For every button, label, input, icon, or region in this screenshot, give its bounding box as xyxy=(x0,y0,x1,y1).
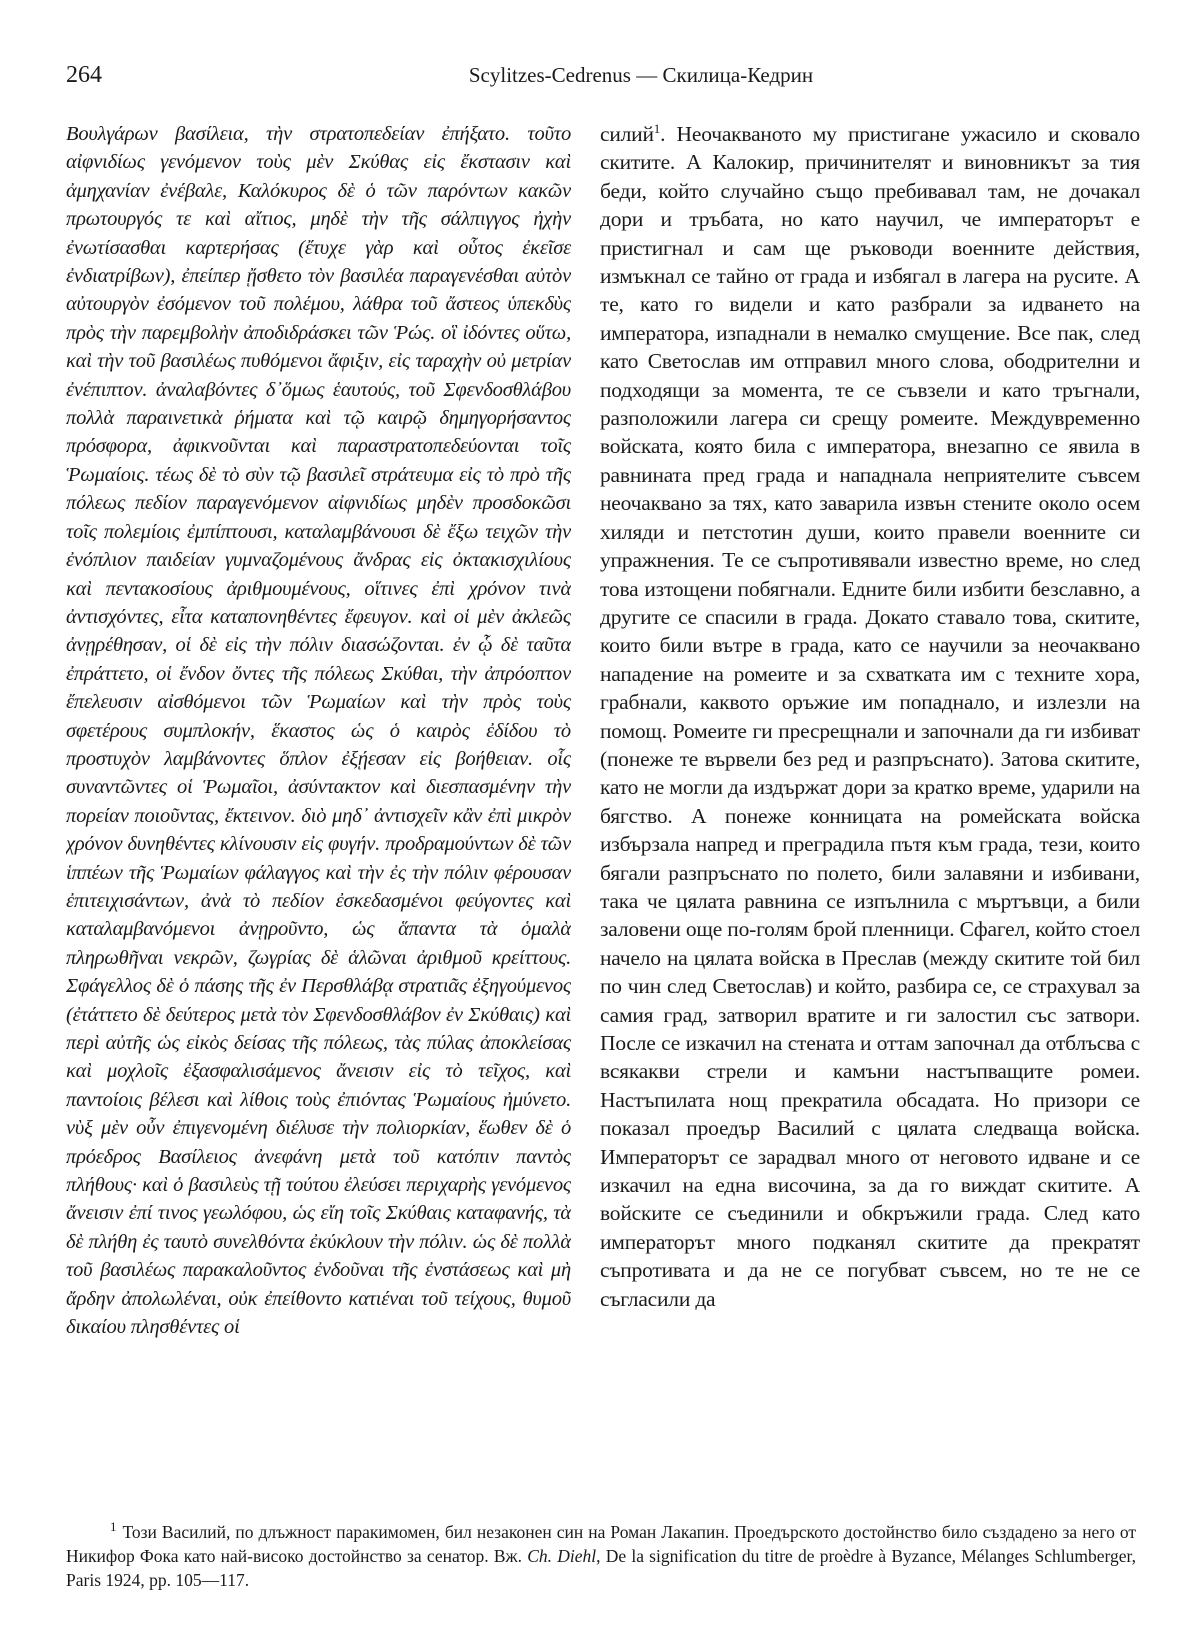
bulgarian-paragraph xyxy=(600,120,1140,1313)
bulgarian-text-column xyxy=(600,120,1140,1420)
bulgarian-text-start: силий xyxy=(600,122,654,146)
running-title: Scylitzes-Cedrenus — Скилица-Кедрин xyxy=(468,63,814,87)
footnote-author: Ch. Diehl xyxy=(527,1546,597,1566)
page-header xyxy=(66,62,1136,102)
footnote-reference[interactable]: 1 xyxy=(653,120,661,136)
bulgarian-text-body: . Неочакваното му пристигане ужасило и сковало скитите. А Калокир, причинителят и виновникът за тия беди, който случайно също пребивавал там, не дочакал дори и тръбата, но като научил, че императорът е пристигнал и сам ще ръководи военните действия, измъкнал се тайно от града и избягал в лагера на русите. А те, като го видели и като разбрали за идването на императора, изпаднали в немалко смущение. Все пак, след като Светослав им отправил много слова, ободрителни и подходящи за момента, те се съвзели и като тръгнали, разположили лагера си срещу ромеите. Междувременно войската, която била с императора, внезапно се явила в равнината пред града и нападнала неприятелите съвсем неочаквано за тях, като заварила извън стените около осем хиляди и петстотин души, които правели военните си упражнения. Те се съпротивявали известно време, но след това изтощени побягнали. Едните били избити безславно, а другите се спасили в града. Докато ставало това, скитите, които били вътре в града, като се научили за неочаквано нападение на ромеите и за схватката им с техните хора, грабнали, каквото оръжие им попаднало, и излезли на помощ. Ромеите ги пресрещнали и започнали да ги избиват (понеже те вървели без ред и разпръснато). Затова скитите, като не могли да издържат дори за кратко време, ударили на бягство. А понеже конницата на ромейската войска избързала напред и преградила пътя към града, тези, които бягали разпръснато по полето, били залавяни и избивани, така че цялата равнина се изпълнила с мъртъвци, а били заловени още по-голям брой пленници. Сфагел, който стоел начело на цялата войска в Преслав (между скитите той бил по чин след Светослав) и който, разбира се, се страхувал за самия град, затворил вратите и ги залостил със затвори. После се изкачил на стената и оттам започнал да отблъсва с всякакви стрели и камъни настъпващите ромеи. Настъпилата нощ прекратила обсадата. Но призори се показал проедър Василий с цялата следваща войска. Императорът се зарадвал много от неговото идване и се изкачил на една височина, за да го виждат скитите. А войските се съединили и обкръжили града. След като императорът много подканял скитите да прекратят съпротивата и да не се погубват съвсем, но те не се съгласили да xyxy=(600,122,1140,1311)
footnote-mark: 1 xyxy=(110,1519,117,1535)
footnote-citation: , De la signification du titre de proèdre à Byzance, Mélanges Schlumberger, Paris 1924, pp. 105—117. xyxy=(66,1546,1136,1590)
footnote-1 xyxy=(66,1520,1136,1592)
page-number: 264 xyxy=(66,62,102,88)
greek-text-column xyxy=(66,120,571,1420)
greek-paragraph: Βουλγάρων βασίλεια, τὴν στρατοπεδείαν ἐπήξατο. τοῦτο αἰφνιδίως γενόμενον τοὺς μὲν Σκύθας εἰς ἔκστασιν καὶ ἀμηχανίαν ἐνέβαλε, Καλόκυρος δὲ ὁ τῶν παρόντων κακῶν πρωτουργός τε καὶ αἴτιος, μηδὲ τὴν τῆς σάλπιγγος ἠχὴν ἐνωτίσασθαι καρτερήσας (ἔτυχε γὰρ καὶ οὗτος ἐκεῖσε ἐνδιατρίβων), ἐπείπερ ᾔσθετο τὸν βασιλέα παραγενέσθαι αὐτὸν αὐτουργὸν ἐσόμενον τοῦ πολέμου, λάθρα τοῦ ἄστεος ὑπεκδὺς πρὸς τὴν παρεμβολὴν ἀποδιδράσκει τῶν Ῥώς. οἳ ἰδόντες οὕτω, καὶ τὴν τοῦ βασιλέως πυθόμενοι ἄφιξιν, εἰς ταραχὴν οὐ μετρίαν ἐνέπιπτον. ἀναλαβόντες δ᾽ὅμως ἑαυτούς, τοῦ Σφενδοσθλάβου πολλὰ παραινετικὰ ῥήματα καὶ τῷ καιρῷ δημηγορήσαντος πρόσφορα, ἀφικνοῦνται καὶ παραστρατοπεδεύονται τοῖς Ῥωμαίοις. τέως δὲ τὸ σὺν τῷ βασιλεῖ στράτευμα εἰς τὸ πρὸ τῆς πόλεως πεδίον παραγενόμενον αἰφνιδίως μηδὲν προσδοκῶσι τοῖς πολεμίοις ἐμπίπτουσι, καταλαμβάνουσι δὲ ἔξω τειχῶν τὴν ἐνόπλιον παιδείαν γυμναζομένους ἄνδρας εἰς ὀκτακισχιλίους καὶ πεντακοσίους ἀριθμουμένους, οἵτινες ἐπὶ χρόνον τινὰ ἀντισχόντες, εἶτα καταπονηθέντες ἔφευγον. καὶ οἱ μὲν ἀκλεῶς ἀνῃρέθησαν, οἱ δὲ εἰς τὴν πόλιν διασώζονται. ἐν ᾧ δὲ ταῦτα ἐπράττετο, οἱ ἔνδον ὄντες τῆς πόλεως Σκύθαι, τὴν ἀπρόοπτον ἔπελευσιν αἰσθόμενοι τῶν Ῥωμαίων καὶ τὴν πρὸς τοὺς σφετέρους συμπλοκήν, ἕκαστος ὡς ὁ καιρὸς ἐδίδου τὸ προστυχὸν λαμβάνοντες ὅπλον ἐξῄεσαν εἰς βοήθειαν. οἷς συναντῶντες οἱ Ῥωμαῖοι, ἀσύντακτον καὶ διεσπασμένην τὴν πορείαν ποιοῦντας, ἔκτεινον. διὸ μηδ᾽ ἀντισχεῖν κἂν ἐπὶ μικρὸν χρόνον δυνηθέντες κλίνουσιν εἰς φυγήν. προδραμούντων δὲ τῶν ἱππέων τῆς Ῥωμαίων φάλαγγος καὶ τὴν ἐς τὴν πόλιν φέρουσαν ἐπιτειχισάντων, ἀνὰ τὸ πεδίον ἐσκεδασμένοι φεύγοντες καὶ καταλαμβανόμενοι ἀνῃροῦντο, ὡς ἅπαντα τὰ ὁμαλὰ πληρωθῆναι νεκρῶν, ζωγρίας δὲ ἁλῶναι ἀριθμοῦ κρείττους. Σφάγελλος δὲ ὁ πάσης τῆς ἐν Περσθλάβᾳ στρατιᾶς ἐξηγούμενος (ἐτάττετο δὲ δεύτερος μετὰ τὸν Σφενδοσθλάβον ἐν Σκύθαις) καὶ περὶ αὐτῆς ὡς εἰκὸς δείσας τῆς πόλεως, τὰς πύλας ἀποκλείσας καὶ μοχλοῖς ἐξασφαλισάμενος ἄνεισιν εἰς τὸ τεῖχος, καὶ παντοίοις βέλεσι καὶ λίθοις τοὺς ἐπιόντας Ῥωμαίους ἠμύνετο. νὺξ μὲν οὖν ἐπιγενομένη διέλυσε τὴν πολιορκίαν, ἕωθεν δὲ ὁ πρόεδρος Βασίλειος ἀνεφάνη μετὰ τοῦ κατόπιν παντὸς πλήθους· καὶ ὁ βασιλεὺς τῇ τούτου ἐλεύσει περιχαρὴς γενόμενος ἄνεισιν ἐπί τινος γεωλόφου, ὡς εἴη τοῖς Σκύθαις καταφανής, τὰ δὲ πλήθη ἐς ταυτὸ συνελθόντα ἐκύκλουν τὴν πόλιν. ὡς δὲ πολλὰ τοῦ βασιλέως παρακαλοῦντος ἐνδοῦναι τῆς ἐνστάσεως καὶ μὴ ἄρδην ἀπολωλέναι, οὐκ ἐπείθοντο κατιέναι τοῦ τείχους, θυμοῦ δικαίου πλησθέντες οἱ xyxy=(66,123,571,1339)
footnotes xyxy=(66,1520,1136,1592)
footnote-text: Този Василий, по длъжност паракимомен, бил незаконен син на Роман Лакапин. Проедърското достойнство било създадено за него от Никифор Фока като най-високо достойнство за сенатор. Вж. xyxy=(66,1522,1136,1566)
